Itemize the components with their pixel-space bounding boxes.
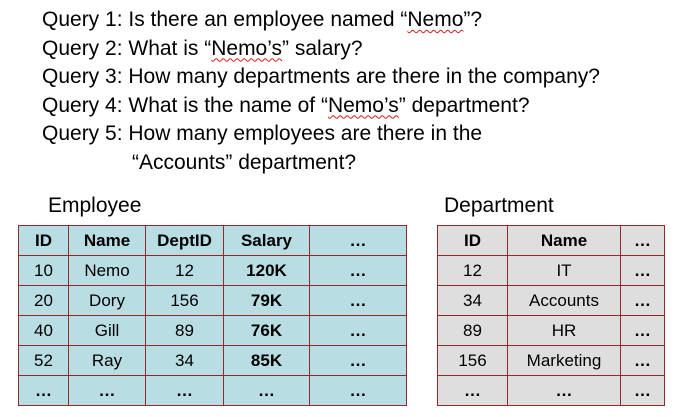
table-cell: … <box>621 256 665 286</box>
table-row <box>19 346 407 376</box>
table-row <box>438 316 665 346</box>
table-cell: Dory <box>69 286 146 316</box>
table-cell: 12 <box>146 256 224 286</box>
table-cell: Marketing <box>508 346 621 376</box>
table-cell: 52 <box>19 346 69 376</box>
table-cell: … <box>310 376 407 406</box>
table-cell: 20 <box>19 286 69 316</box>
column-header: Salary <box>224 226 310 256</box>
column-header: DeptID <box>146 226 224 256</box>
table-cell: … <box>310 316 407 346</box>
table-cell: 156 <box>146 286 224 316</box>
table-cell: 156 <box>438 346 508 376</box>
table-cell: IT <box>508 256 621 286</box>
table-cell: 10 <box>19 256 69 286</box>
table-cell: 76K <box>224 316 310 346</box>
table-cell: … <box>224 376 310 406</box>
table-cell: 34 <box>438 286 508 316</box>
query-text: Query 5: How many employees are there in the <box>42 122 483 145</box>
table-cell: 85K <box>224 346 310 376</box>
query-text: Query 3: How many departments are there in the company? <box>42 65 600 88</box>
query-text: Query 1: Is there an employee named “ <box>42 8 408 31</box>
query-text: Query 2: What is “ <box>42 36 212 60</box>
query-5 <box>42 120 600 149</box>
query-4 <box>42 92 600 121</box>
table-row <box>19 376 407 406</box>
table-cell: … <box>621 316 665 346</box>
employee-table <box>18 225 407 406</box>
table-cell: … <box>438 376 508 406</box>
table-cell: HR <box>508 316 621 346</box>
table-cell: … <box>621 286 665 316</box>
query-3 <box>42 63 600 92</box>
query-text: ” department? <box>398 93 530 117</box>
table-row <box>438 346 665 376</box>
query-2 <box>42 35 600 64</box>
spellcheck-word: Nemo’s <box>211 36 283 60</box>
column-header: … <box>621 226 665 256</box>
column-header: Name <box>69 226 146 256</box>
table-cell: … <box>69 376 146 406</box>
table-row <box>438 256 665 286</box>
table-cell: … <box>508 376 621 406</box>
table-cell: 89 <box>438 316 508 346</box>
spellcheck-word: Nemo’s <box>327 93 399 117</box>
table-cell: … <box>310 286 407 316</box>
column-header: … <box>310 226 407 256</box>
table-cell: 12 <box>438 256 508 286</box>
table-cell: … <box>621 376 665 406</box>
table-cell: Ray <box>69 346 146 376</box>
table-row <box>438 376 665 406</box>
table-header-row <box>438 226 665 256</box>
table-row <box>19 316 407 346</box>
table-cell: … <box>621 346 665 376</box>
table-row <box>19 286 407 316</box>
query-5-continuation <box>42 149 600 178</box>
table-cell: 79K <box>224 286 310 316</box>
table-cell: Nemo <box>69 256 146 286</box>
table-row <box>19 256 407 286</box>
department-table-title: Department <box>444 194 554 217</box>
query-text: “Accounts” department? <box>132 150 357 174</box>
table-cell: … <box>146 376 224 406</box>
query-text: ”? <box>463 8 483 31</box>
department-table <box>437 225 665 406</box>
query-text: ” salary? <box>282 36 363 60</box>
table-row <box>438 286 665 316</box>
table-header-row <box>19 226 407 256</box>
table-cell: … <box>310 256 407 286</box>
query-list <box>42 6 600 177</box>
query-text: Query 4: What is the name of “ <box>42 93 328 117</box>
column-header: ID <box>19 226 69 256</box>
column-header: Name <box>508 226 621 256</box>
spellcheck-word: Nemo <box>407 8 464 31</box>
table-cell: 89 <box>146 316 224 346</box>
query-1 <box>42 6 600 35</box>
table-cell: Accounts <box>508 286 621 316</box>
column-header: ID <box>438 226 508 256</box>
table-cell: 120K <box>224 256 310 286</box>
table-cell: 40 <box>19 316 69 346</box>
table-cell: 34 <box>146 346 224 376</box>
table-cell: … <box>19 376 69 406</box>
employee-table-title: Employee <box>48 194 142 217</box>
table-cell: … <box>310 346 407 376</box>
table-cell: Gill <box>69 316 146 346</box>
